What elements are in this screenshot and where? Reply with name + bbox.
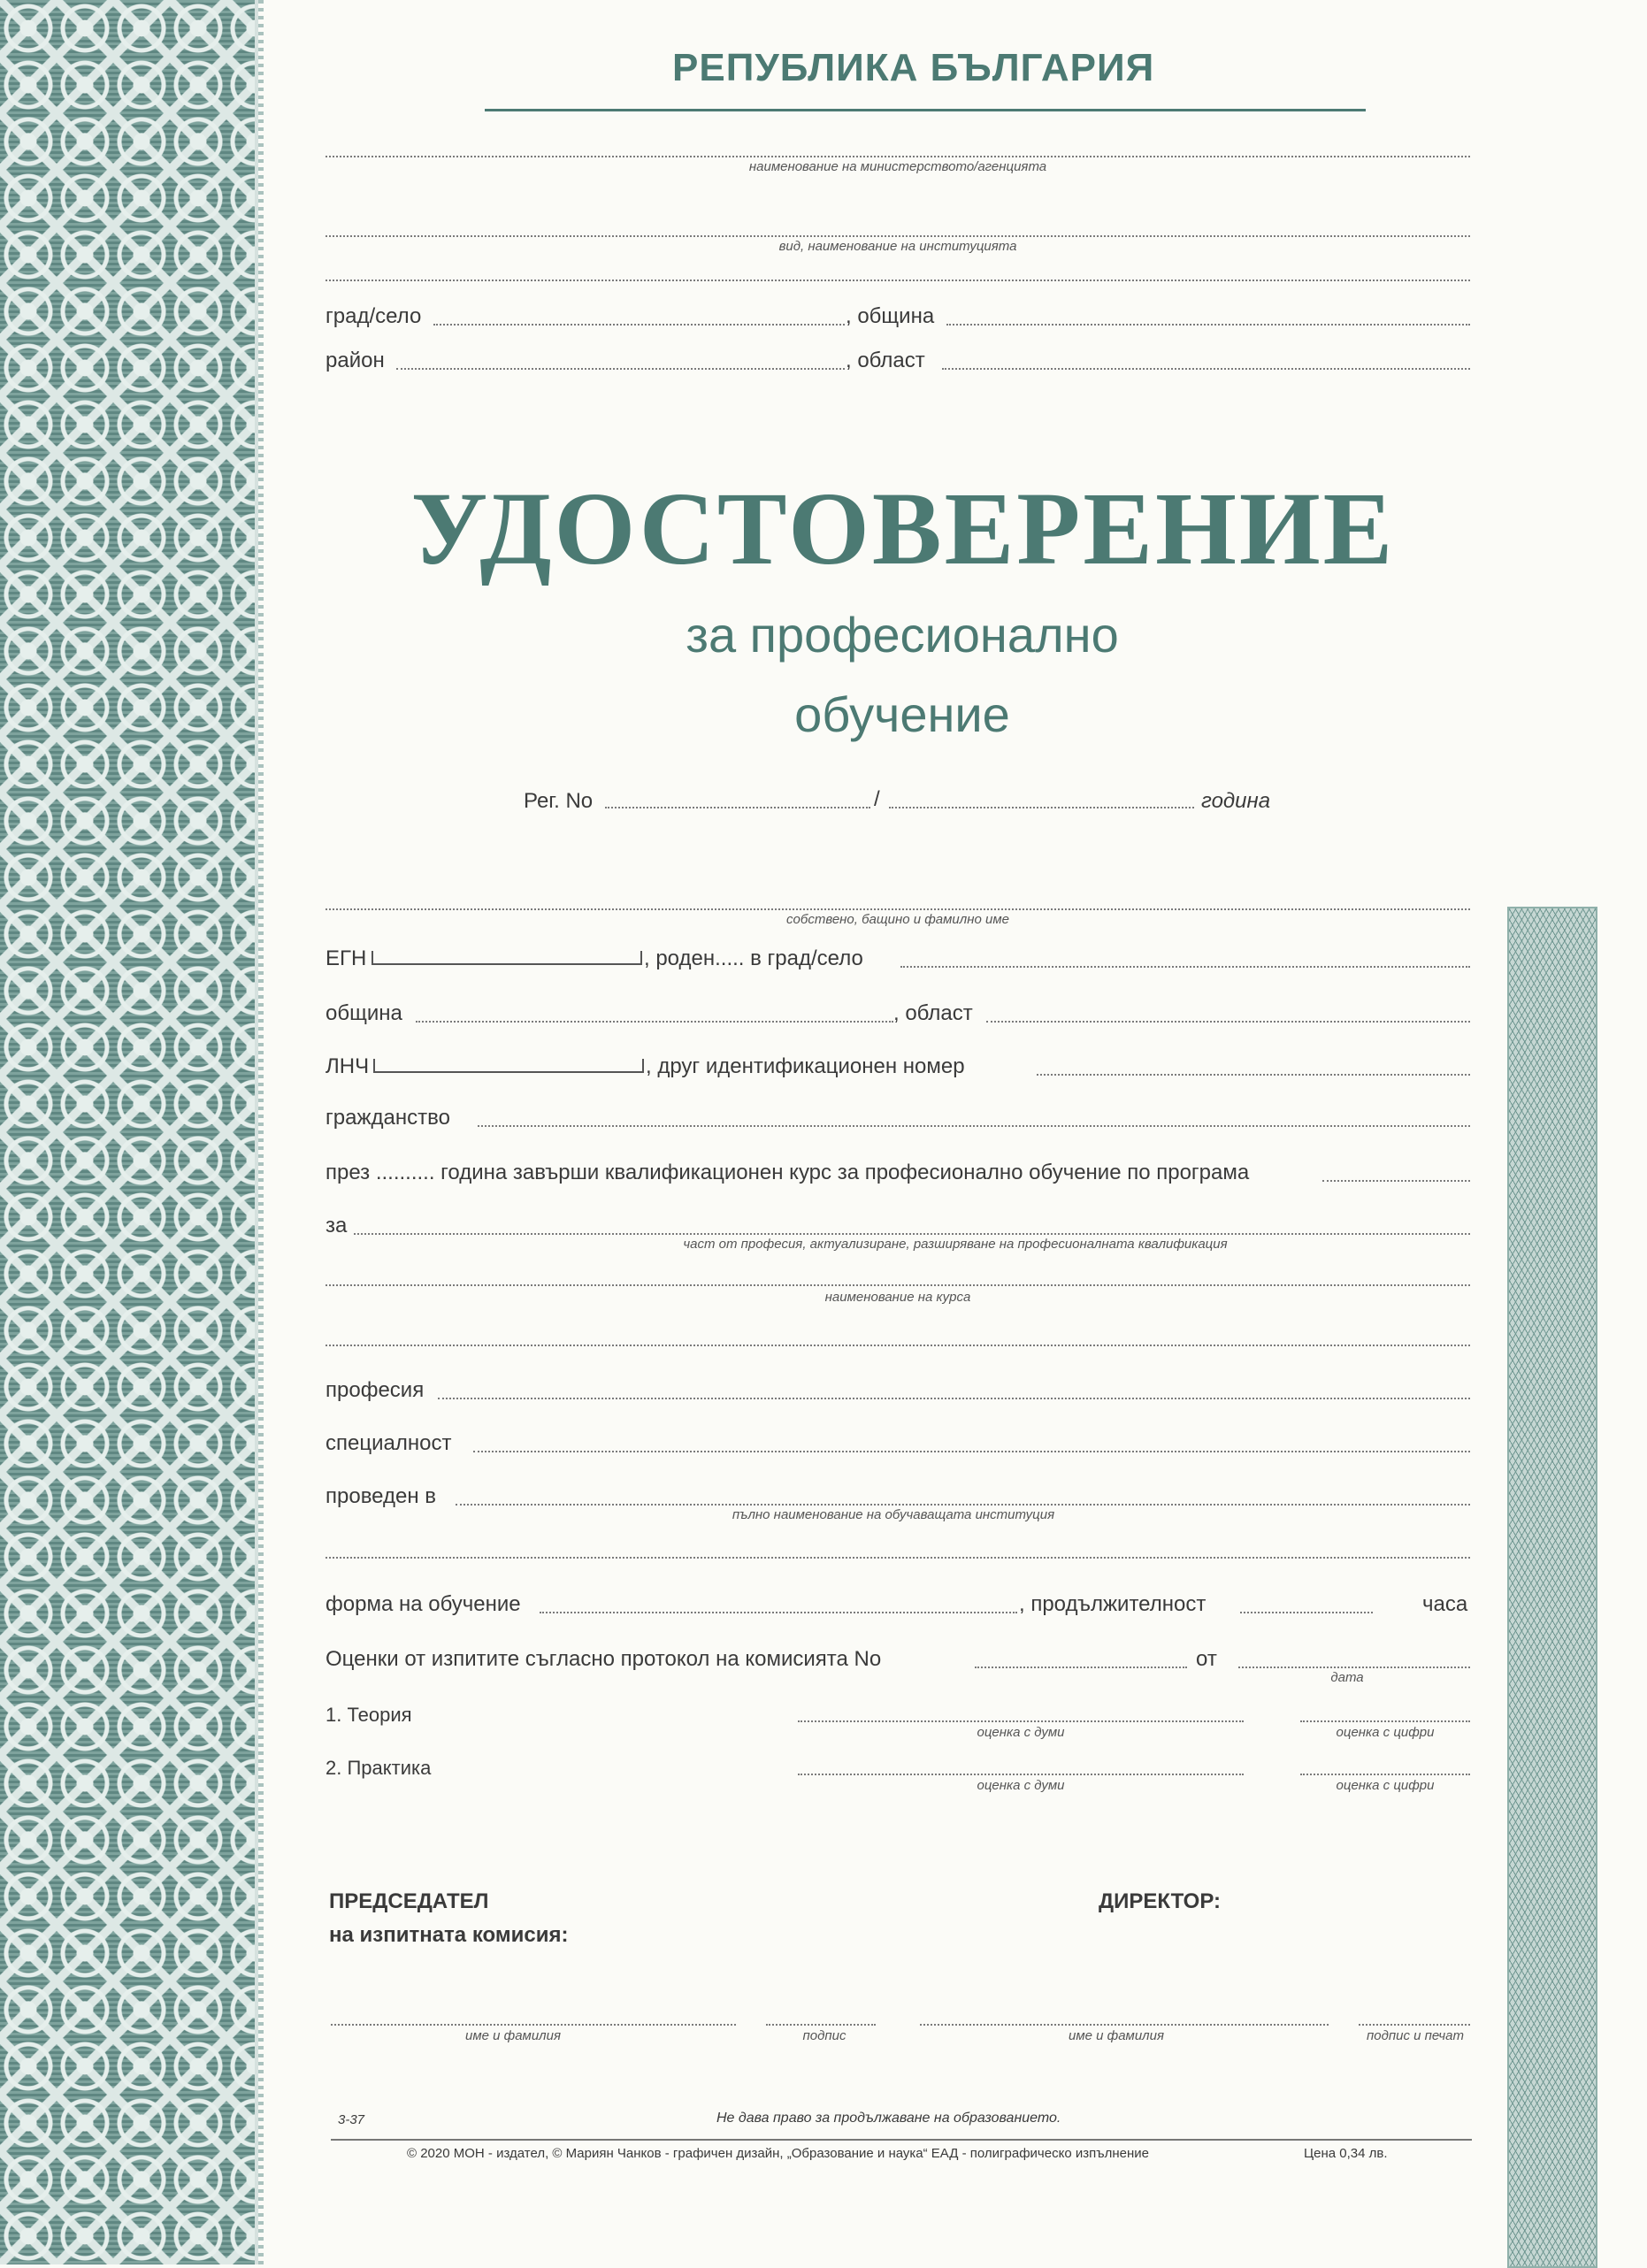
for-field[interactable] [354, 1233, 1470, 1235]
reg-separator: / [874, 787, 880, 811]
protocol-date-field[interactable] [1238, 1667, 1470, 1668]
hours-label: часа [1422, 1592, 1468, 1616]
other-id-field[interactable] [1037, 1074, 1470, 1076]
footer-rule [331, 2139, 1472, 2141]
lnch-label: ЛНЧ [326, 1054, 370, 1078]
heading-underline [485, 109, 1366, 111]
person-region-label: , област [893, 1001, 973, 1025]
copyright-text: © 2020 МОН - издател, © Мариян Чанков - графичен дизайн, „Образование и наука“ ЕАД - полиграфическо изпълнение [407, 2146, 1149, 2161]
duration-field[interactable] [1240, 1612, 1373, 1613]
region-field[interactable] [942, 368, 1470, 370]
grades-intro: Оценки от изпитите съгласно протокол на комисията No [326, 1647, 882, 1671]
profession-label: професия [326, 1378, 425, 1402]
document-title: УДОСТОВЕРЕНИЕ [410, 471, 1396, 586]
lnch-field[interactable] [373, 1059, 644, 1073]
birthplace-field[interactable] [900, 966, 1470, 968]
program-field[interactable] [1322, 1180, 1470, 1182]
course-name-caption: наименование на курса [824, 1290, 971, 1305]
chairman-name-caption: име и фамилия [465, 2028, 561, 2043]
person-municipality-field[interactable] [416, 1021, 893, 1023]
decorative-border [0, 0, 258, 2264]
form-code: 3-37 [338, 2112, 365, 2127]
duration-label: , продължителност [1019, 1592, 1207, 1616]
form-label: форма на обучение [326, 1592, 521, 1616]
full-name-field[interactable] [326, 908, 1470, 910]
city-field[interactable] [433, 324, 845, 326]
born-label: , роден..... в град/село [644, 946, 863, 970]
institution-caption: вид, наименование на институцията [778, 239, 1017, 254]
municipality-field[interactable] [946, 324, 1470, 326]
chairman-signature-caption: подпис [802, 2028, 846, 2043]
security-pattern [1507, 907, 1597, 2268]
held-in-caption: пълно наименование на обучаващата институция [732, 1507, 1055, 1522]
held-in-field-2[interactable] [326, 1557, 1470, 1559]
region-label: , област [846, 349, 925, 372]
practice-digits-field[interactable] [1300, 1774, 1470, 1775]
chairman-signature-field[interactable] [766, 2024, 876, 2026]
theory-label: 1. Теория [326, 1704, 412, 1726]
institution-field[interactable] [326, 235, 1470, 237]
ministry-field[interactable] [326, 156, 1470, 157]
country-heading: РЕПУБЛИКА БЪЛГАРИЯ [672, 46, 1155, 89]
egn-label: ЕГН [326, 946, 367, 970]
district-label: район [326, 349, 385, 372]
director-label: ДИРЕКТОР: [1099, 1889, 1222, 1913]
reg-number-field-2[interactable] [889, 807, 1194, 808]
ministry-caption: наименование на министерството/агенцията [748, 159, 1047, 174]
institution-field-2[interactable] [326, 280, 1470, 281]
practice-words-caption: оценка с думи [977, 1778, 1065, 1793]
price-text: Цена 0,34 лв. [1304, 2146, 1388, 2161]
director-name-caption: име и фамилия [1069, 2028, 1164, 2043]
person-municipality-label: община [326, 1001, 402, 1025]
chairman-name-field[interactable] [331, 2024, 736, 2026]
subtitle-line2: обучение [794, 686, 1010, 742]
practice-digits-caption: оценка с цифри [1336, 1778, 1435, 1793]
theory-words-caption: оценка с думи [977, 1725, 1065, 1740]
egn-field[interactable] [372, 951, 642, 965]
held-in-label: проведен в [326, 1484, 437, 1508]
subtitle-line1: за професионално [686, 607, 1119, 663]
practice-words-field[interactable] [798, 1774, 1244, 1775]
for-caption: част от професия, актуализиране, разширяване на професионалната квалификация [683, 1237, 1228, 1252]
reg-label: Рег. No [524, 789, 594, 813]
theory-digits-field[interactable] [1300, 1720, 1470, 1722]
held-in-field[interactable] [456, 1504, 1470, 1506]
specialty-field[interactable] [473, 1451, 1470, 1452]
theory-digits-caption: оценка с цифри [1336, 1725, 1435, 1740]
profession-field[interactable] [438, 1398, 1470, 1399]
for-label: за [326, 1214, 348, 1237]
full-name-caption: собствено, бащино и фамилно име [786, 912, 1009, 927]
from-label: от [1196, 1647, 1217, 1671]
protocol-number-field[interactable] [975, 1667, 1187, 1668]
specialty-label: специалност [326, 1431, 452, 1455]
course-name-field-2[interactable] [326, 1345, 1470, 1346]
form-field[interactable] [540, 1612, 1017, 1613]
chairman-commission-label: на изпитната комисия: [329, 1923, 569, 1947]
citizenship-field[interactable] [478, 1125, 1470, 1127]
citizenship-label: гражданство [326, 1106, 450, 1130]
district-field[interactable] [396, 368, 845, 370]
director-name-field[interactable] [920, 2024, 1329, 2026]
director-signature-caption: подпис и печат [1366, 2028, 1465, 2043]
reg-number-field[interactable] [605, 807, 870, 808]
other-id-label: , друг идентификационен номер [646, 1054, 965, 1078]
person-region-field[interactable] [986, 1021, 1470, 1023]
director-signature-field[interactable] [1359, 2024, 1470, 2026]
municipality-label: , община [846, 304, 935, 328]
chairman-label: ПРЕДСЕДАТЕЛ [329, 1889, 489, 1913]
practice-label: 2. Практика [326, 1757, 432, 1779]
footer-note: Не дава право за продължаване на образованието. [716, 2111, 1061, 2126]
date-caption: дата [1330, 1670, 1364, 1685]
completed-text: през .......... година завърши квалификационен курс за професионално обучение по програма [326, 1161, 1250, 1184]
city-label: град/село [326, 304, 422, 328]
course-name-field[interactable] [326, 1284, 1470, 1286]
year-label: година [1201, 789, 1271, 813]
theory-words-field[interactable] [798, 1720, 1244, 1722]
